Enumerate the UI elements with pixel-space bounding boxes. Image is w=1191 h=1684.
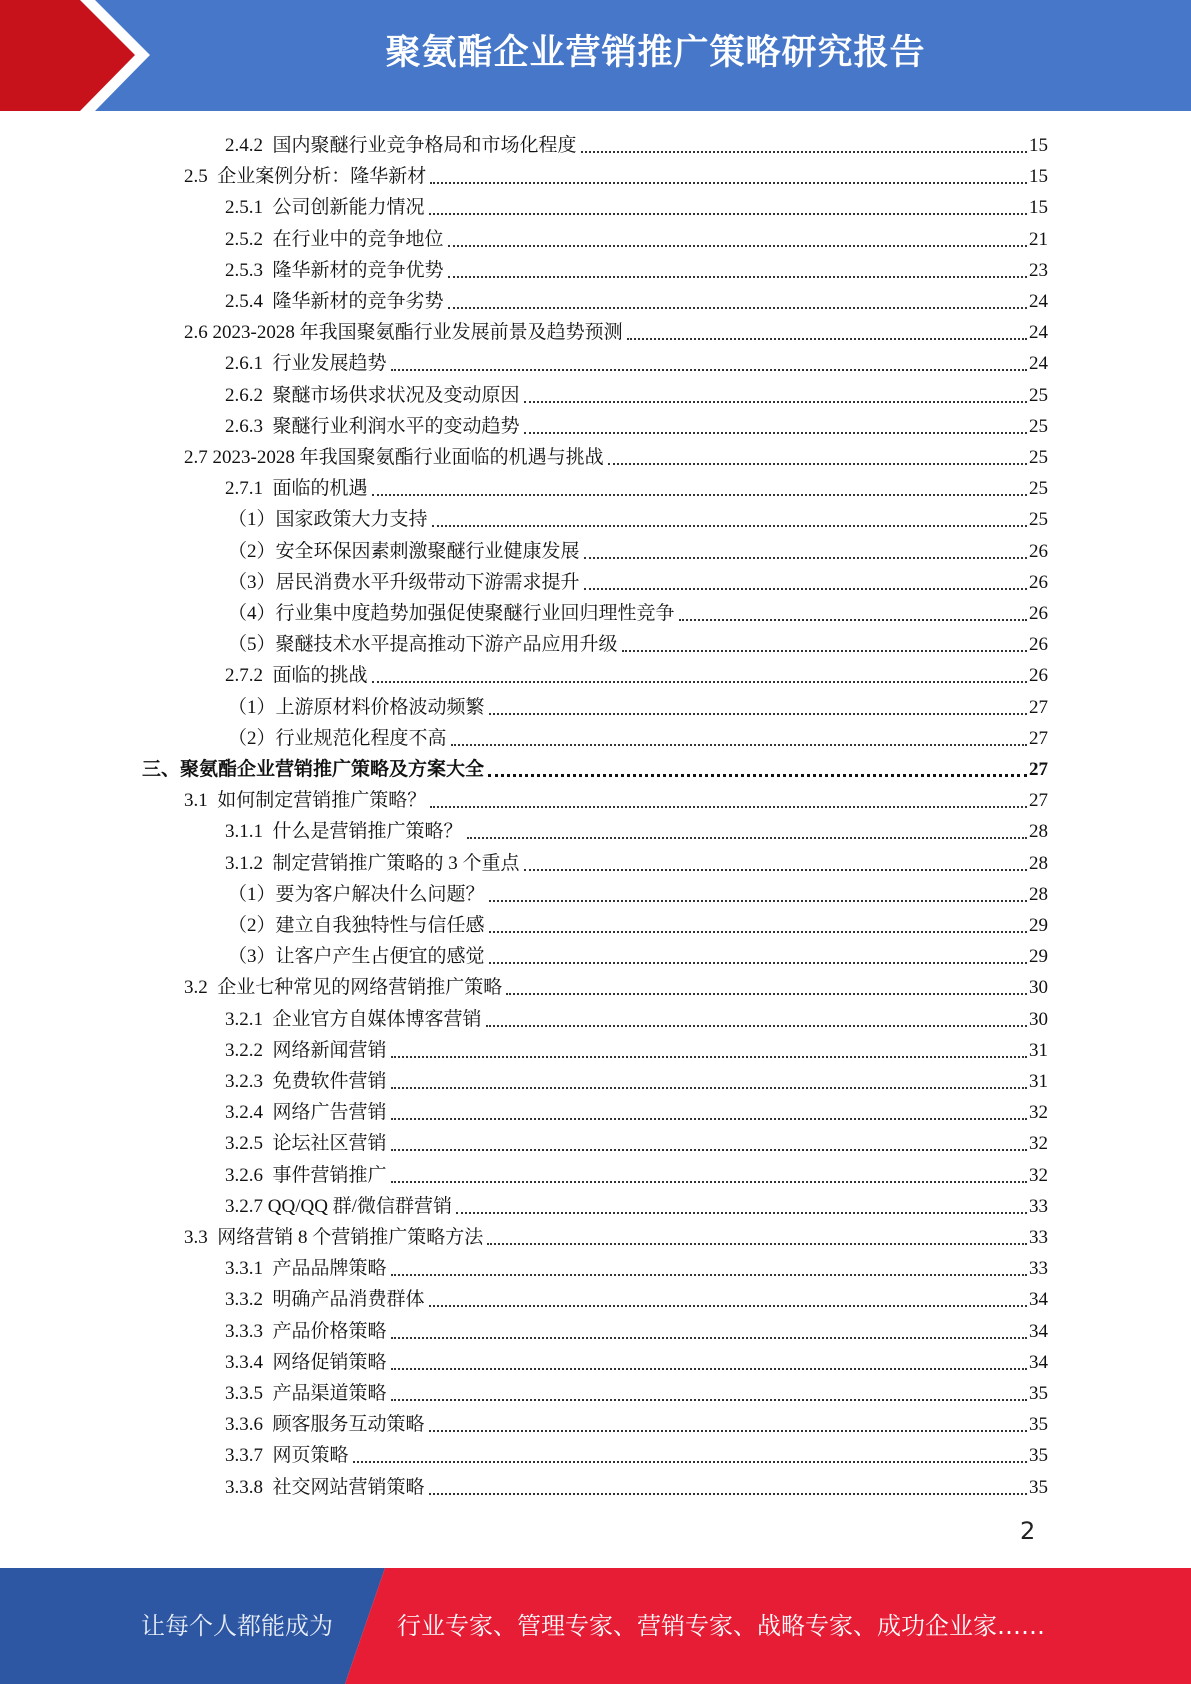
toc-entry-title: 3.2.5 论坛社区营销 [225,1133,387,1155]
toc-entry-page: 24 [1029,291,1048,312]
toc-entry[interactable] [184,782,1048,813]
toc-dot-leader [506,993,1027,995]
toc-entry-title: （1）上游原材料价格波动频繁 [228,696,485,718]
toc-dot-leader [391,369,1027,371]
toc-entry-page: 21 [1029,228,1048,250]
toc-entry[interactable] [225,470,1048,501]
toc-entry-page: 26 [1029,665,1048,687]
toc-dot-leader [627,338,1027,340]
toc-entry[interactable] [225,1032,1048,1063]
toc-entry-title: 2.6 2023-2028 年我国聚氨酯行业发展前景及趋势预测 [184,322,623,344]
toc-entry[interactable] [225,1157,1048,1188]
toc-entry-title: 2.5.4 隆华新材的竞争劣势 [225,291,444,312]
toc-entry-page: 26 [1029,634,1048,656]
toc-entry[interactable] [225,221,1048,252]
toc-dot-leader [429,1430,1027,1432]
toc-entry-page: 35 [1029,1414,1048,1436]
page-header [0,0,1191,111]
toc-entry-title: 3.1.1 什么是营销推广策略？ [225,821,463,843]
toc-entry[interactable] [225,377,1048,408]
toc-dot-leader [391,1274,1027,1276]
toc-dot-leader [353,1461,1027,1463]
toc-entry-page: 32 [1029,1164,1048,1186]
toc-entry-page: 24 [1029,322,1048,344]
toc-entry-title: 2.7.2 面临的挑战 [225,665,368,687]
toc-entry-page: 25 [1029,447,1048,468]
toc-dot-leader [448,245,1027,247]
toc-dot-leader [456,1212,1027,1214]
toc-entry-title: （2）安全环保因素刺激聚醚行业健康发展 [228,540,580,562]
toc-entry-page: 28 [1029,852,1048,874]
toc-dot-leader [489,962,1027,964]
toc-entry-title: （1）要为客户解决什么问题？ [228,883,485,905]
toc-entry[interactable] [184,1219,1048,1250]
toc-entry[interactable] [225,283,1048,314]
toc-entry[interactable] [225,1250,1048,1281]
toc-entry-page: 33 [1029,1258,1048,1280]
toc-dot-leader [679,619,1027,621]
toc-entry[interactable] [228,907,1048,938]
toc-dot-leader [430,806,1027,808]
toc-entry-page: 30 [1029,1008,1048,1030]
toc-entry[interactable] [225,1063,1048,1094]
toc-entry-page: 24 [1029,353,1048,375]
toc-dot-leader [448,276,1027,278]
toc-entry-page: 25 [1029,478,1048,500]
toc-entry[interactable] [225,1406,1048,1437]
toc-entry[interactable] [228,533,1048,564]
toc-entry-title: 2.5 企业案例分析：隆华新材 [184,166,427,188]
toc-entry-page: 29 [1029,915,1048,936]
toc-entry[interactable] [228,626,1048,657]
toc-entry[interactable] [225,1281,1048,1312]
toc-entry-page: 28 [1029,883,1048,905]
toc-entry-title: 2.5.2 在行业中的竞争地位 [225,228,444,250]
footer-slogan-right: 行业专家、管理专家、营销专家、战略专家、成功企业家…… [397,1612,1045,1640]
toc-entry-title: 2.7 2023-2028 年我国聚氨酯行业面临的机遇与挑战 [184,447,604,468]
toc-dot-leader [524,869,1027,871]
toc-entry-title: 2.5.3 隆华新材的竞争优势 [225,259,444,281]
toc-entry[interactable] [225,189,1048,220]
toc-entry-title: 2.6.3 聚醚行业利润水平的变动趋势 [225,415,520,437]
toc-entry[interactable] [225,657,1048,688]
toc-entry-title: 3.3.8 社交网站营销策略 [225,1476,425,1498]
toc-entry-page: 15 [1029,197,1048,219]
toc-entry[interactable] [184,439,1048,470]
toc-dot-leader [486,1025,1027,1027]
toc-entry-page: 34 [1029,1351,1048,1373]
toc-entry-page: 25 [1029,509,1048,531]
toc-dot-leader [429,1305,1027,1307]
toc-entry[interactable] [228,689,1048,720]
toc-dot-leader [391,1399,1027,1401]
toc-dot-leader [430,182,1027,184]
toc-entry-page: 15 [1029,166,1048,188]
toc-dot-leader [608,463,1027,465]
toc-dot-leader [488,774,1027,777]
toc-entry-title: 3.2.2 网络新闻营销 [225,1039,387,1061]
toc-dot-leader [487,1243,1027,1245]
toc-entry-title: （2）建立自我独特性与信任感 [228,915,485,936]
toc-entry-page: 23 [1029,259,1048,281]
toc-dot-leader [372,681,1027,683]
toc-entry-page: 35 [1029,1476,1048,1498]
toc-entry-title: 3.3.3 产品价格策略 [225,1320,387,1342]
toc-dot-leader [489,931,1027,933]
toc-entry-page: 30 [1029,977,1048,999]
toc-entry-title: 3.3.5 产品渠道策略 [225,1383,387,1404]
toc-entry[interactable] [225,1125,1048,1156]
toc-entry[interactable] [225,1375,1048,1406]
toc-dot-leader [391,1087,1027,1089]
toc-entry-title: 三、聚氨酯企业营销推广策略及方案大全 [142,759,485,780]
toc-entry[interactable] [225,1469,1048,1500]
toc-dot-leader [467,837,1027,839]
toc-entry[interactable] [228,938,1048,969]
toc-entry[interactable] [184,969,1048,1000]
toc-dot-leader [372,494,1027,496]
toc-entry-title: 3.3.7 网页策略 [225,1445,349,1467]
toc-entry-page: 35 [1029,1445,1048,1467]
toc-entry-title: 3.1.2 制定营销推广策略的 3 个重点 [225,852,520,874]
toc-entry[interactable] [225,1313,1048,1344]
toc-entry-title: 3.2 企业七种常见的网络营销推广策略 [184,977,503,999]
toc-entry-title: （2）行业规范化程度不高 [228,727,447,749]
toc-entry-page: 26 [1029,540,1048,562]
toc-entry[interactable] [184,158,1048,189]
toc-entry-title: 3.3.6 顾客服务互动策略 [225,1414,425,1436]
toc-entry-page: 32 [1029,1133,1048,1155]
toc-entry-title: 3.1 如何制定营销推广策略？ [184,790,427,812]
toc-entry[interactable] [225,408,1048,439]
toc-entry-title: （1）国家政策大力支持 [228,509,428,531]
toc-entry-title: 3.3 网络营销 8 个营销推广策略方法 [184,1227,484,1248]
toc-entry-page: 25 [1029,384,1048,406]
toc-entry-title: （3）让客户产生占便宜的感觉 [228,946,485,968]
toc-entry-page: 27 [1029,696,1048,718]
toc-entry-page: 32 [1029,1102,1048,1124]
toc-entry-title: 3.2.6 事件营销推广 [225,1164,387,1186]
toc-entry-page: 27 [1029,759,1048,780]
toc-entry-title: （4）行业集中度趋势加强促使聚醚行业回归理性竞争 [228,603,675,624]
toc-entry[interactable] [228,564,1048,595]
toc-entry-title: （5）聚醚技术水平提高推动下游产品应用升级 [228,634,618,656]
toc-dot-leader [429,1493,1027,1495]
toc-entry[interactable] [225,1188,1048,1219]
toc-entry[interactable] [225,252,1048,283]
toc-dot-leader [581,151,1027,153]
toc-dot-leader [448,307,1027,309]
toc-entry-page: 27 [1029,790,1048,812]
toc-entry-page: 33 [1029,1227,1048,1248]
toc-entry-title: 2.4.2 国内聚醚行业竞争格局和市场化程度 [225,135,577,156]
page-footer [0,1568,1191,1684]
toc-dot-leader [391,1149,1027,1151]
toc-entry-title: 3.2.4 网络广告营销 [225,1102,387,1124]
toc-entry[interactable] [225,345,1048,376]
toc-dot-leader [584,557,1027,559]
toc-entry[interactable] [225,845,1048,876]
toc-entry[interactable] [142,751,1048,782]
toc-entry[interactable] [228,595,1048,626]
footer-slogan-left: 让每个人都能成为 [141,1612,333,1640]
toc-entry-page: 31 [1029,1071,1048,1092]
toc-entry-title: （3）居民消费水平升级带动下游需求提升 [228,571,580,593]
toc-entry-page: 26 [1029,603,1048,624]
toc-entry-title: 2.5.1 公司创新能力情况 [225,197,425,219]
toc-entry-page: 35 [1029,1383,1048,1404]
toc-entry[interactable] [225,1001,1048,1032]
page-number: 2 [1020,1517,1036,1545]
toc-entry[interactable] [228,876,1048,907]
toc-entry-title: 2.6.2 聚醚市场供求状况及变动原因 [225,384,520,406]
toc-dot-leader [584,588,1027,590]
toc-dot-leader [391,1368,1027,1370]
toc-dot-leader [391,1056,1027,1058]
toc-entry-title: 3.3.2 明确产品消费群体 [225,1289,425,1311]
toc-entry[interactable] [225,1344,1048,1375]
toc-entry-title: 3.2.7 QQ/QQ 群/微信群营销 [225,1195,452,1217]
toc-entry-page: 27 [1029,727,1048,749]
toc-entry-page: 26 [1029,571,1048,593]
toc-dot-leader [524,432,1027,434]
toc-dot-leader [451,744,1027,746]
toc-dot-leader [489,713,1027,715]
toc-entry[interactable] [184,314,1048,345]
toc-dot-leader [429,213,1027,215]
toc-entry-title: 3.3.4 网络促销策略 [225,1351,387,1373]
toc-entry-page: 25 [1029,415,1048,437]
toc-entry[interactable] [225,1094,1048,1125]
toc-entry-page: 31 [1029,1039,1048,1061]
toc-entry-page: 28 [1029,821,1048,843]
toc-entry[interactable] [225,1437,1048,1468]
toc-entry-title: 2.6.1 行业发展趋势 [225,353,387,375]
toc-entry[interactable] [225,127,1048,158]
toc-dot-leader [489,900,1027,902]
toc-dot-leader [391,1337,1027,1339]
report-title: 聚氨酯企业营销推广策略研究报告 [385,33,926,73]
toc-dot-leader [391,1118,1027,1120]
toc-entry[interactable] [228,501,1048,532]
toc-entry-title: 3.2.3 免费软件营销 [225,1071,387,1092]
toc-entry-page: 15 [1029,135,1048,156]
toc-entry-page: 34 [1029,1289,1048,1311]
toc-entry-page: 34 [1029,1320,1048,1342]
toc-entry-title: 2.7.1 面临的机遇 [225,478,368,500]
toc-dot-leader [391,1181,1027,1183]
toc-dot-leader [524,401,1027,403]
toc-entry[interactable] [228,720,1048,751]
toc-entry[interactable] [225,813,1048,844]
toc-entry-page: 29 [1029,946,1048,968]
toc-entry-page: 33 [1029,1195,1048,1217]
toc-dot-leader [622,650,1027,652]
toc-dot-leader [432,525,1027,527]
toc-entry-title: 3.3.1 产品品牌策略 [225,1258,387,1280]
toc-entry-title: 3.2.1 企业官方自媒体博客营销 [225,1008,482,1030]
